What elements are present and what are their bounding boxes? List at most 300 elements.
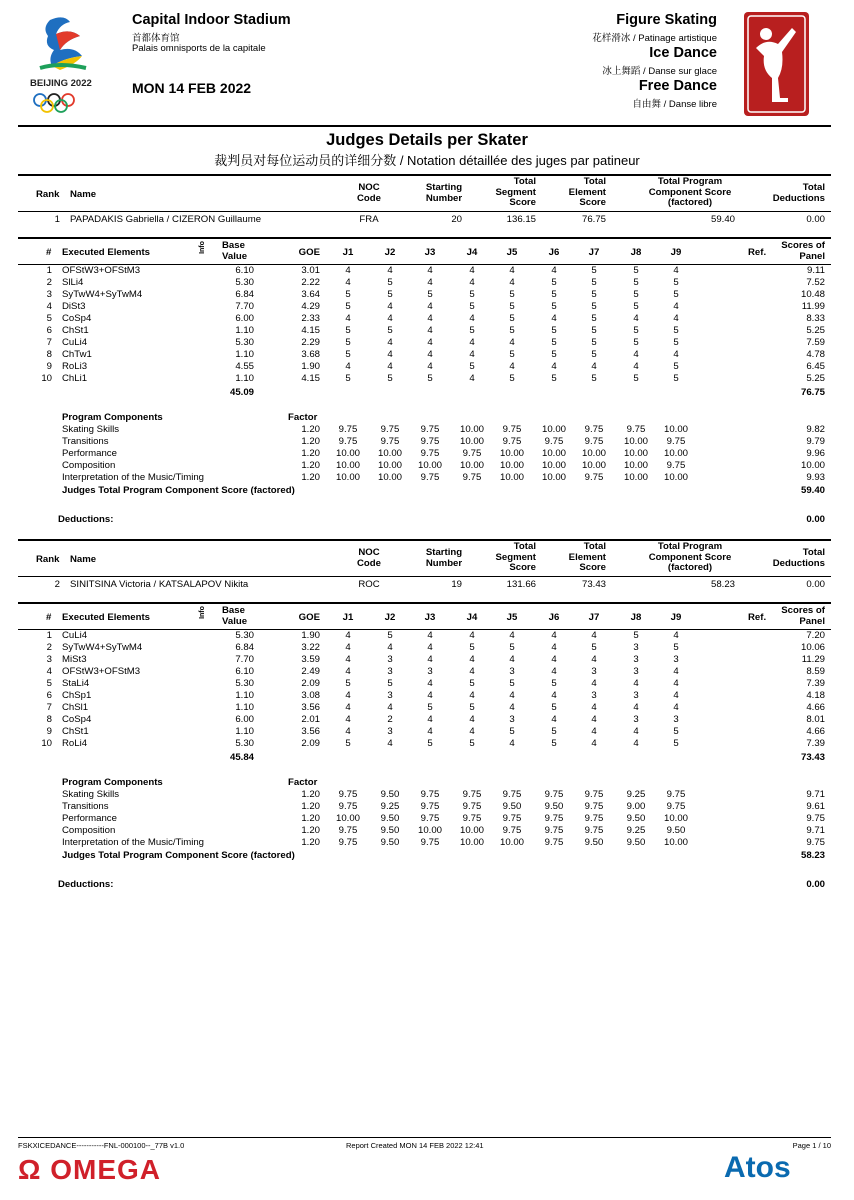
element-row [18,289,831,301]
judge-score: 4 [387,349,393,360]
panel-score: 9.93 [806,472,825,483]
judge-score: 4 [673,690,679,701]
judge-score: 3 [633,690,639,701]
judge-score: 5 [591,349,597,360]
judge-score: 10.00 [663,472,688,483]
skater-deductions: 0.00 [806,579,825,590]
panel-score: 5.25 [806,325,825,336]
component-name: Composition [62,460,116,471]
goe-value: 3.68 [301,349,320,360]
judge-score: 4 [469,373,475,384]
base-value: 1.10 [235,349,254,360]
skater-block: Rank Name NOC Code Starting Number Total Segment Score Total Element Score Total Program Component Score (factored) Total Deductions 2 SINITSINA Victoria / KATSALAPOV Nikita ROC 19 131.66 73.43 58.23 0.00 # Executed Elements Info Base Value GOE J1 J2 J3 J4 J5 J6 J7 J8 J9 Ref. Scores of Panel 1 CuLi4 5.30 1.90 4 5 4 4 4 4 4 5 4 7.20 2 SyTwW4+SyTwM4 6.84 3.22 4 4 4 5 5 4 5 3 5 10.06 3 MiSt3 7.70 3.59 4 3 4 4 4 4 4 3 3 11.29 4 OFStW3+OFStM3 6.10 2.49 4 3 3 4 3 4 3 3 4 8.59 5 StaLi4 5.30 2.09 5 5 4 5 5 5 4 4 4 7.39 6 ChSp1 1.10 3.08 4 3 4 4 4 4 3 3 4 4.18 7 ChSl1 1.10 3.56 4 4 5 5 4 5 4 4 4 4.66 8 CoSp4 6.00 2.01 4 2 4 4 3 4 4 3 3 8.01 9 ChSt1 1.10 3.56 4 3 4 4 5 5 4 4 5 4.66 10 RoLi4 5.30 2.09 5 4 5 5 4 5 4 4 5 7.39 45.84 73.43 Program Components Factor Skating Skills 1.20 9.75 9.50 9.75 9.75 9.75 9.75 9.75 9.25 9.75 9.71 Transitions 1.20 9.75 9.25 9.75 9.75 9.50 9.50 9.75 9.00 9.75 9.61 Performance 1.20 10.00 9.50 9.75 9.75 9.75 9.75 9.75 9.50 10.00 9.75 Composition 1.20 9.75 9.50 10.00 10.00 9.75 9.75 9.75 9.25 9.50 9.71 Interpretation of the Music/Timing 1.20 9.75 9.50 9.75 10.00 10.00 9.75 9.50 9.50 10.00 9.75 Judges Total Program Component Score (factored) 58.23 Deductions: 0.00 [18,539,831,899]
judge-score: 5 [469,325,475,336]
element-number: 9 [46,361,52,372]
element-code: OFStW3+OFStM3 [62,666,141,677]
judge-score: 4 [387,265,393,276]
judge-score: 9.75 [544,825,564,836]
judge-score: 5 [345,289,351,300]
judge-header: J9 [670,612,682,623]
judge-score: 5 [469,289,475,300]
judge-score: 2 [387,714,393,725]
judge-score: 5 [469,642,475,653]
element-row [18,277,831,289]
judge-score: 4 [427,714,433,725]
goe-value: 4.29 [301,301,320,312]
panel-score: 9.61 [806,801,825,812]
judge-score: 9.75 [420,436,440,447]
goe-value: 3.08 [301,690,320,701]
judge-score: 5 [673,642,679,653]
judge-score: 4 [591,361,597,372]
judge-header: J4 [466,247,478,258]
component-name: Transitions [62,436,109,447]
judge-score: 9.75 [420,801,440,812]
goe-value: 4.15 [301,373,320,384]
component-name: Interpretation of the Music/Timing [62,837,205,848]
judge-score: 10.00 [581,448,606,459]
judge-score: 4 [469,349,475,360]
skater-block: Rank Name NOC Code Starting Number Total Segment Score Total Element Score Total Program Component Score (factored) Total Deductions 1 PAPADAKIS Gabriella / CIZERON Guillaume FRA 20 136.15 76.75 59.40 0.00 # Executed Elements Info Base Value GOE J1 J2 J3 J4 J5 J6 J7 J8 J9 Ref. Scores of Panel 1 OFStW3+OFStM3 6.10 3.01 4 4 4 4 4 4 5 5 4 9.11 2 SlLi4 5.30 2.22 4 5 4 4 4 5 5 5 5 7.52 3 SyTwW4+SyTwM4 6.84 3.64 5 5 5 5 5 5 5 5 5 10.48 4 DiSt3 7.70 4.29 5 4 4 5 5 5 5 5 4 11.99 5 CoSp4 6.00 2.33 4 4 4 4 5 4 5 4 4 8.33 6 ChSt1 1.10 4.15 5 5 4 5 5 5 5 5 5 5.25 7 CuLi4 5.30 2.29 5 4 4 4 4 5 5 5 5 7.59 8 ChTw1 1.10 3.68 5 4 4 4 5 5 5 4 4 4.78 9 RoLi3 4.55 1.90 4 4 4 5 4 4 4 4 5 6.45 10 ChLi1 1.10 4.15 5 5 5 4 5 5 5 5 5 5.25 45.09 76.75 Program Components Factor Skating Skills 1.20 9.75 9.75 9.75 10.00 9.75 10.00 9.75 9.75 10.00 9.82 Transitions 1.20 9.75 9.75 9.75 10.00 9.75 9.75 9.75 10.00 9.75 9.79 Performance 1.20 10.00 10.00 9.75 9.75 10.00 10.00 10.00 10.00 10.00 9.96 Composition 1.20 10.00 10.00 10.00 10.00 10.00 10.00 10.00 10.00 9.75 10.00 Interpretation of the Music/Timing 1.20 10.00 10.00 9.75 9.75 10.00 10.00 9.75 10.00 10.00 9.93 Judges Total Program Component Score (factored) 59.40 Deductions: 0.00 [18,174,831,534]
judge-score: 5 [551,301,557,312]
panel-score: 11.29 [801,654,825,665]
skater-pcs: 59.40 [710,214,735,225]
judge-score: 9.75 [338,801,358,812]
goe-value: 3.22 [301,642,320,653]
event-date: MON 14 FEB 2022 [132,80,252,96]
judge-score: 9.75 [338,837,358,848]
judge-score: 9.50 [380,825,400,836]
skater-noc: FRA [359,214,379,225]
element-code: ChSl1 [62,702,89,713]
judge-score: 4 [591,738,597,749]
judge-score: 3 [591,690,597,701]
element-number: 8 [46,349,52,360]
judge-score: 3 [509,666,515,677]
document-code: FSKXICEDANCE-----------FNL-000100--_77B v1.0 [18,1141,185,1150]
component-factor: 1.20 [301,472,320,483]
judge-score: 9.75 [462,801,482,812]
judge-score: 4 [633,738,639,749]
component-row [18,472,831,484]
judge-score: 10.00 [541,424,566,435]
element-code: OFStW3+OFStM3 [62,265,141,276]
judge-score: 9.75 [666,801,686,812]
panel-score: 9.11 [807,265,825,276]
judge-score: 5 [551,325,557,336]
judge-score: 5 [673,726,679,737]
judge-header: J6 [548,612,560,623]
element-number: 7 [46,702,52,713]
judge-score: 9.75 [462,448,482,459]
judge-score: 5 [469,301,475,312]
judge-score: 10.00 [499,448,524,459]
judge-score: 4 [345,277,351,288]
judge-score: 5 [551,289,557,300]
element-row [18,337,831,349]
panel-score: 10.00 [800,460,825,471]
component-factor: 1.20 [301,801,320,812]
judge-score: 4 [633,726,639,737]
judge-score: 4 [469,265,475,276]
base-value: 7.70 [235,654,254,665]
goe-value: 2.09 [301,678,320,689]
judge-score: 9.75 [462,789,482,800]
base-value: 6.84 [235,289,254,300]
judge-score: 9.75 [380,436,400,447]
judge-score: 4 [345,714,351,725]
element-code: CuLi4 [62,337,88,348]
judge-score: 4 [551,714,557,725]
judge-score: 4 [591,630,597,641]
judge-score: 4 [469,313,475,324]
judge-score: 9.50 [380,789,400,800]
judge-score: 4 [509,702,515,713]
element-code: CoSp4 [62,714,92,725]
judge-score: 4 [427,301,433,312]
panel-score: 9.79 [806,436,825,447]
judge-score: 5 [591,337,597,348]
skater-pcs: 58.23 [710,579,735,590]
judge-score: 4 [469,630,475,641]
judge-score: 4 [673,301,679,312]
judge-score: 10.00 [459,460,484,471]
judge-score: 10.00 [499,472,524,483]
judge-score: 9.50 [666,825,686,836]
goe-value: 3.64 [301,289,320,300]
judge-score: 3 [427,666,433,677]
judge-score: 4 [427,361,433,372]
judge-score: 5 [591,373,597,384]
base-value: 6.10 [235,666,254,677]
svg-text:BEIJING 2022: BEIJING 2022 [30,78,92,89]
judge-score: 4 [673,349,679,360]
judge-score: 4 [591,678,597,689]
component-row [18,424,831,436]
judge-score: 4 [673,702,679,713]
component-name: Interpretation of the Music/Timing [62,472,205,483]
judge-score: 5 [673,337,679,348]
goe-value: 2.29 [301,337,320,348]
panel-score: 10.06 [800,642,825,653]
panel-score: 10.48 [800,289,825,300]
judge-header: J8 [630,612,642,623]
skater-deductions: 0.00 [806,214,825,225]
judge-score: 10.00 [377,448,402,459]
judge-score: 9.75 [584,789,604,800]
judge-score: 4 [387,738,393,749]
element-number: 10 [41,738,52,749]
base-value: 1.10 [235,726,254,737]
judge-header: J3 [424,247,436,258]
base-value-total: 45.09 [229,387,254,398]
element-code: MiSt3 [62,654,87,665]
judge-score: 5 [509,349,515,360]
judge-score: 10.00 [541,448,566,459]
judge-score: 10.00 [335,813,360,824]
base-value: 5.30 [235,277,254,288]
judge-score: 10.00 [663,424,688,435]
judge-score: 4 [427,690,433,701]
judge-score: 4 [469,726,475,737]
judge-score: 4 [387,361,393,372]
event-sub: 冰上舞蹈 / Danse sur glace [602,66,717,77]
judge-score: 4 [345,702,351,713]
judge-score: 9.50 [380,813,400,824]
skater-name: PAPADAKIS Gabriella / CIZERON Guillaume [70,214,262,225]
judge-score: 4 [427,654,433,665]
judge-header: J2 [384,247,396,258]
judge-score: 4 [469,654,475,665]
judge-score: 5 [551,678,557,689]
judge-score: 9.75 [584,424,604,435]
panel-score: 5.25 [806,373,825,384]
judge-score: 9.75 [462,472,482,483]
base-value: 6.00 [235,714,254,725]
judge-score: 5 [387,373,393,384]
judge-score: 5 [387,678,393,689]
pc-total: 59.40 [800,485,825,496]
judge-score: 5 [591,313,597,324]
judge-score: 5 [345,301,351,312]
judge-score: 5 [469,738,475,749]
judge-header: J1 [342,612,354,623]
element-code: RoLi3 [62,361,88,372]
element-row [18,690,831,702]
element-number: 2 [46,277,52,288]
element-code: ChLi1 [62,373,88,384]
judge-score: 9.50 [380,837,400,848]
element-number: 5 [46,313,52,324]
skater-tes: 73.43 [581,579,606,590]
judge-score: 4 [345,313,351,324]
judge-score: 5 [673,325,679,336]
page-number: Page 1 / 10 [792,1141,831,1150]
element-number: 8 [46,714,52,725]
element-number: 4 [46,301,52,312]
judge-score: 4 [551,313,557,324]
component-name: Skating Skills [62,424,120,435]
deductions-value: 0.00 [806,879,825,890]
component-row [18,436,831,448]
judge-score: 5 [673,373,679,384]
judge-score: 3 [387,654,393,665]
judge-score: 5 [591,642,597,653]
judge-score: 5 [387,630,393,641]
judge-score: 4 [509,337,515,348]
judge-score: 5 [591,301,597,312]
panel-score: 4.78 [806,349,825,360]
judge-score: 4 [591,654,597,665]
judge-score: 4 [551,654,557,665]
judge-score: 9.75 [420,789,440,800]
base-value: 4.55 [235,361,254,372]
element-code: ChSt1 [62,325,89,336]
component-factor: 1.20 [301,436,320,447]
judge-score: 5 [387,325,393,336]
element-row [18,666,831,678]
element-code: SyTwW4+SyTwM4 [62,642,143,653]
element-number: 2 [46,642,52,653]
judge-score: 5 [345,373,351,384]
judge-score: 3 [633,666,639,677]
judge-score: 10.00 [623,472,648,483]
element-row [18,361,831,373]
judge-score: 10.00 [663,448,688,459]
element-code: SlLi4 [62,277,84,288]
judge-score: 10.00 [417,460,442,471]
beijing-2022-emblem [30,12,94,122]
judge-score: 4 [551,642,557,653]
event-name: Ice Dance [649,45,717,61]
judge-score: 5 [469,678,475,689]
goe-value: 3.56 [301,726,320,737]
judge-score: 9.75 [544,436,564,447]
judge-score: 5 [591,277,597,288]
element-code: CuLi4 [62,630,88,641]
base-value: 1.10 [235,325,254,336]
judge-header: J7 [588,612,600,623]
judge-score: 10.00 [623,460,648,471]
judge-score: 9.75 [338,424,358,435]
skater-start: 20 [451,214,462,225]
judge-score: 4 [509,265,515,276]
component-factor: 1.20 [301,424,320,435]
judge-score: 4 [591,726,597,737]
judge-score: 5 [509,313,515,324]
judge-score: 9.75 [420,813,440,824]
judge-score: 5 [551,702,557,713]
component-factor: 1.20 [301,448,320,459]
judge-score: 9.50 [626,813,646,824]
element-number: 3 [46,289,52,300]
judge-score: 4 [427,678,433,689]
panel-score: 4.66 [806,702,825,713]
element-code: ChTw1 [62,349,92,360]
judge-score: 5 [591,325,597,336]
judge-score: 9.75 [502,424,522,435]
judge-score: 4 [345,654,351,665]
judge-score: 3 [673,714,679,725]
skater-tes: 76.75 [581,214,606,225]
goe-value: 1.90 [301,630,320,641]
skater-name: SINITSINA Victoria / KATSALAPOV Nikita [70,579,249,590]
goe-value: 3.59 [301,654,320,665]
judge-score: 4 [345,630,351,641]
judge-score: 9.75 [544,789,564,800]
judge-score: 5 [427,289,433,300]
judge-score: 4 [345,726,351,737]
judge-score: 9.00 [626,801,646,812]
element-code: ChSt1 [62,726,89,737]
component-row [18,813,831,825]
judge-score: 4 [591,702,597,713]
judge-score: 10.00 [335,448,360,459]
judge-score: 5 [673,361,679,372]
judge-score: 9.75 [544,813,564,824]
panel-score: 9.71 [806,789,825,800]
panel-score: 8.01 [806,714,825,725]
element-row [18,678,831,690]
judge-score: 10.00 [335,472,360,483]
element-row [18,726,831,738]
judge-header: J5 [506,612,518,623]
judge-score: 5 [387,289,393,300]
goe-value: 2.33 [301,313,320,324]
element-code: DiSt3 [62,301,86,312]
panel-score: 9.75 [806,813,825,824]
judge-score: 4 [345,361,351,372]
base-value: 1.10 [235,373,254,384]
judge-score: 5 [673,277,679,288]
component-factor: 1.20 [301,825,320,836]
figure-skating-pictogram-icon [744,12,809,116]
panel-score: 7.20 [806,630,825,641]
judge-score: 5 [673,289,679,300]
discipline: Figure Skating [616,12,717,28]
goe-value: 3.01 [301,265,320,276]
base-value: 6.84 [235,642,254,653]
judge-score: 4 [469,666,475,677]
goe-value: 4.15 [301,325,320,336]
judge-score: 10.00 [499,460,524,471]
judge-score: 4 [509,277,515,288]
judge-score: 5 [509,678,515,689]
element-row [18,301,831,313]
panel-score: 9.71 [806,825,825,836]
judge-score: 9.75 [584,813,604,824]
judge-score: 10.00 [581,460,606,471]
judge-score: 5 [427,702,433,713]
judge-score: 9.75 [338,436,358,447]
component-row [18,837,831,849]
base-value-total: 45.84 [229,752,254,763]
pc-total: 58.23 [800,850,825,861]
judge-header: J3 [424,612,436,623]
element-row [18,313,831,325]
element-row [18,325,831,337]
goe-value: 2.22 [301,277,320,288]
judge-score: 9.75 [584,436,604,447]
judge-score: 3 [509,714,515,725]
skater-rank: 1 [54,214,60,225]
page-title: Judges Details per Skater [326,131,528,149]
component-name: Performance [62,813,117,824]
component-factor: 1.20 [301,789,320,800]
judge-score: 9.75 [626,424,646,435]
elements-total: 73.43 [800,752,825,763]
judge-header: J9 [670,247,682,258]
judge-score: 4 [427,325,433,336]
judge-score: 4 [591,714,597,725]
judge-score: 9.75 [502,813,522,824]
panel-score: 4.18 [806,690,825,701]
judge-score: 10.00 [499,837,524,848]
judge-score: 4 [551,630,557,641]
judge-score: 4 [345,690,351,701]
judge-score: 5 [633,325,639,336]
component-factor: 1.20 [301,837,320,848]
judge-score: 3 [387,726,393,737]
judge-score: 4 [509,654,515,665]
judge-score: 9.75 [584,472,604,483]
judge-score: 4 [509,690,515,701]
judge-score: 4 [427,726,433,737]
component-factor: 1.20 [301,460,320,471]
skater-start: 19 [451,579,462,590]
judge-score: 5 [345,325,351,336]
element-number: 3 [46,654,52,665]
